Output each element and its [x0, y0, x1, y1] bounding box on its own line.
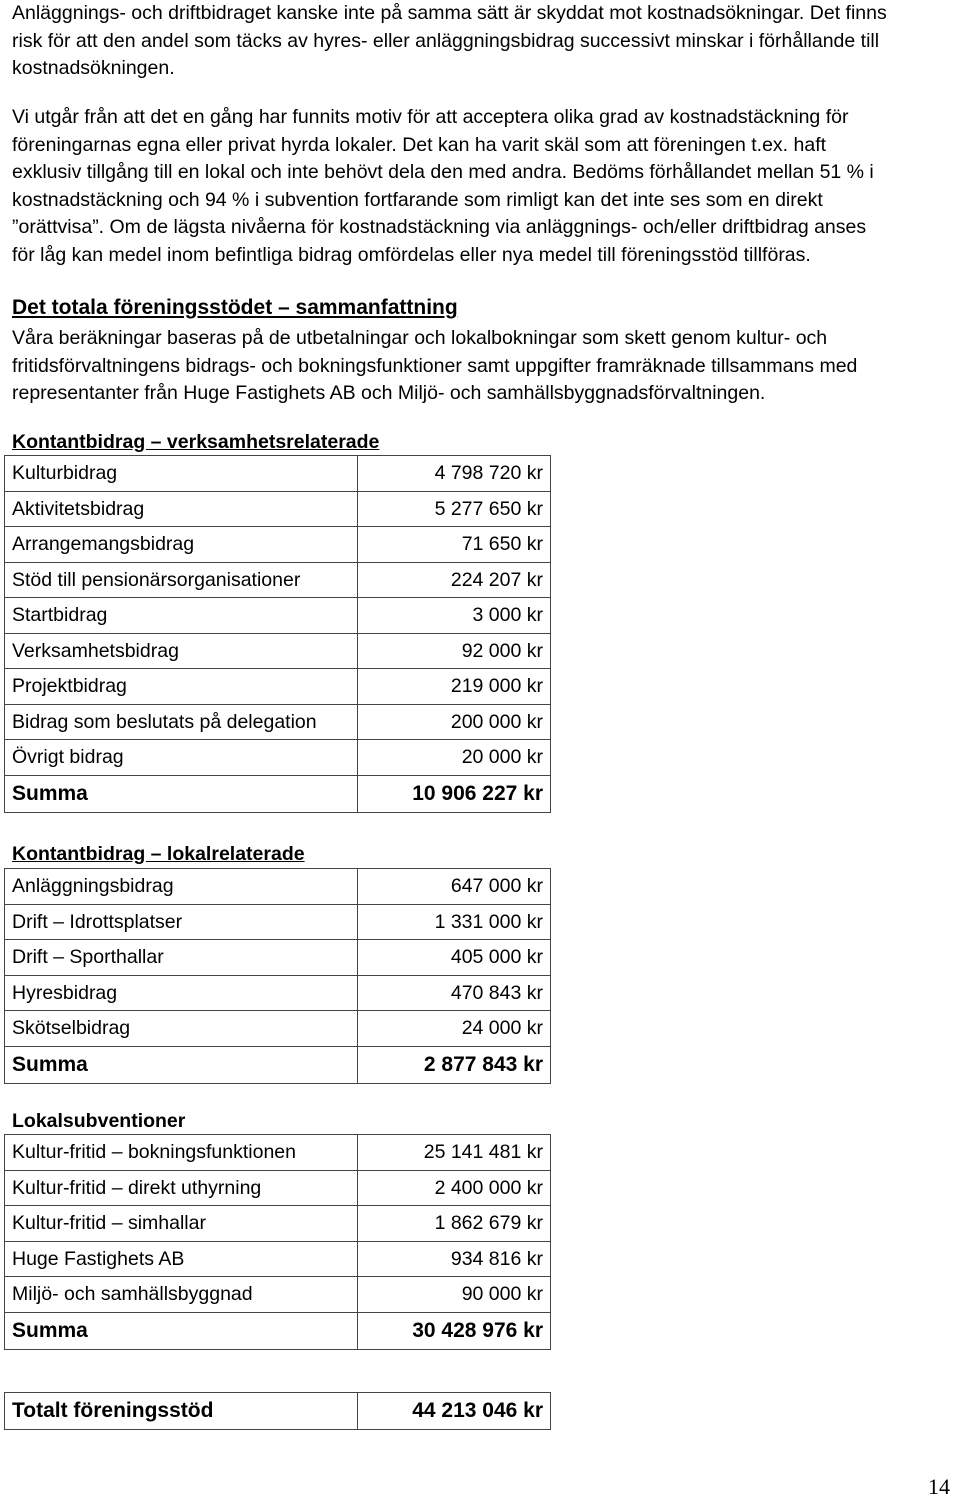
table-row — [5, 598, 551, 634]
row-label: Projektbidrag — [5, 669, 358, 705]
row-amount: 405 000 kr — [358, 940, 551, 976]
intro-line: kostnadsökningen. — [12, 57, 175, 79]
table-sum-row — [5, 1312, 551, 1349]
sum-amount: 2 877 843 kr — [358, 1046, 551, 1083]
table-row — [5, 1206, 551, 1242]
row-amount: 934 816 kr — [358, 1241, 551, 1277]
summary-line: fritidsförvaltningens bidrags- och bokningsfunktioner samt uppgifter framräknade tillsammans med — [12, 354, 858, 377]
row-amount: 470 843 kr — [358, 975, 551, 1011]
row-label: Övrigt bidrag — [5, 740, 358, 776]
row-amount: 200 000 kr — [358, 704, 551, 740]
table-row — [5, 669, 551, 705]
sum-label: Summa — [5, 1046, 358, 1083]
table-title-verksamhet: Kontantbidrag – verksamhetsrelaterade — [12, 431, 380, 453]
row-amount: 219 000 kr — [358, 669, 551, 705]
sum-amount: 10 906 227 kr — [358, 775, 551, 812]
table-row — [5, 633, 551, 669]
intro-paragraph — [12, 0, 952, 83]
total-amount: 44 213 046 kr — [358, 1393, 551, 1430]
table-row — [5, 975, 551, 1011]
sum-label: Summa — [5, 775, 358, 812]
table-total — [4, 1392, 551, 1430]
row-amount: 25 141 481 kr — [358, 1135, 551, 1171]
sum-label: Summa — [5, 1312, 358, 1349]
table-sum-row — [5, 775, 551, 812]
table-row — [5, 1011, 551, 1047]
row-amount: 1 862 679 kr — [358, 1206, 551, 1242]
table-row — [5, 527, 551, 563]
table-row — [5, 1170, 551, 1206]
row-amount: 224 207 kr — [358, 562, 551, 598]
row-amount: 2 400 000 kr — [358, 1170, 551, 1206]
row-label: Verksamhetsbidrag — [5, 633, 358, 669]
summary-heading: Det totala föreningsstödet – sammanfattning — [12, 296, 458, 319]
motive-line: ”orättvisa”. Om de lägsta nivåerna för kostnadstäckning via anläggnings- och/eller driftbidrag anses — [12, 216, 867, 238]
row-label: Kultur-fritid – bokningsfunktionen — [5, 1135, 358, 1171]
summary-line: representanter från Huge Fastighets AB och Miljö- och samhällsbyggnadsförvaltningen. — [12, 382, 766, 404]
table-row — [5, 740, 551, 776]
table-row — [5, 940, 551, 976]
table-row — [5, 869, 551, 905]
summary-paragraph — [12, 325, 952, 408]
row-amount: 1 331 000 kr — [358, 904, 551, 940]
table-sum-row — [5, 1046, 551, 1083]
row-amount: 20 000 kr — [358, 740, 551, 776]
row-label: Drift – Sporthallar — [5, 940, 358, 976]
motive-paragraph — [12, 104, 952, 269]
intro-line: Anläggnings- och driftbidraget kanske inte på samma sätt är skyddat mot kostnadsökningar. Det finns — [12, 2, 887, 24]
row-label: Kultur-fritid – direkt uthyrning — [5, 1170, 358, 1206]
motive-line: kostnadstäckning och 94 % i subvention fortfarande som rimligt kan det inte ses som en direkt — [12, 188, 823, 211]
motive-line: för låg kan medel inom befintliga bidrag omfördelas eller nya medel till föreningsstöd tillföras. — [12, 243, 811, 266]
table-title-subventioner: Lokalsubventioner — [12, 1110, 186, 1132]
table-row — [5, 562, 551, 598]
row-amount: 5 277 650 kr — [358, 491, 551, 527]
table-row — [5, 1135, 551, 1171]
row-label: Skötselbidrag — [5, 1011, 358, 1047]
row-label: Bidrag som beslutats på delegation — [5, 704, 358, 740]
table-row — [5, 1241, 551, 1277]
table-row — [5, 1277, 551, 1313]
table-lokal — [4, 868, 551, 1084]
row-label: Kultur-fritid – simhallar — [5, 1206, 358, 1242]
row-amount: 92 000 kr — [358, 633, 551, 669]
intro-line: risk för att den andel som täcks av hyres- eller anläggningsbidrag successivt minskar i förhållande till — [12, 29, 880, 52]
table-row — [5, 904, 551, 940]
row-label: Miljö- och samhällsbyggnad — [5, 1277, 358, 1313]
row-label: Drift – Idrottsplatser — [5, 904, 358, 940]
motive-line: Vi utgår från att det en gång har funnits motiv för att acceptera olika grad av kostnadstäckning för — [12, 106, 849, 128]
row-amount: 4 798 720 kr — [358, 456, 551, 492]
row-amount: 24 000 kr — [358, 1011, 551, 1047]
total-label: Totalt föreningsstöd — [5, 1393, 358, 1430]
row-label: Anläggningsbidrag — [5, 869, 358, 905]
row-label: Arrangemangsbidrag — [5, 527, 358, 563]
motive-line: föreningarnas egna eller privat hyrda lokaler. Det kan ha varit skäl som att föreningen t.ex. haft — [12, 133, 827, 156]
page-number: 14 — [928, 1474, 950, 1499]
table-subventioner — [4, 1134, 551, 1350]
sum-amount: 30 428 976 kr — [358, 1312, 551, 1349]
row-amount: 3 000 kr — [358, 598, 551, 634]
row-amount: 647 000 kr — [358, 869, 551, 905]
row-label: Startbidrag — [5, 598, 358, 634]
row-amount: 90 000 kr — [358, 1277, 551, 1313]
total-row — [5, 1393, 551, 1430]
row-label: Aktivitetsbidrag — [5, 491, 358, 527]
row-amount: 71 650 kr — [358, 527, 551, 563]
table-row — [5, 704, 551, 740]
table-row — [5, 456, 551, 492]
row-label: Huge Fastighets AB — [5, 1241, 358, 1277]
table-title-lokal: Kontantbidrag – lokalrelaterade — [12, 843, 305, 865]
table-row — [5, 491, 551, 527]
motive-line: exklusiv tillgång till en lokal och inte behövt dela den med andra. Bedöms förhållandet mellan 51 % i — [12, 161, 874, 183]
row-label: Kulturbidrag — [5, 456, 358, 492]
row-label: Stöd till pensionärsorganisationer — [5, 562, 358, 598]
summary-line: Våra beräkningar baseras på de utbetalningar och lokalbokningar som skett genom kultur- och — [12, 327, 828, 349]
table-verksamhet — [4, 455, 551, 813]
row-label: Hyresbidrag — [5, 975, 358, 1011]
